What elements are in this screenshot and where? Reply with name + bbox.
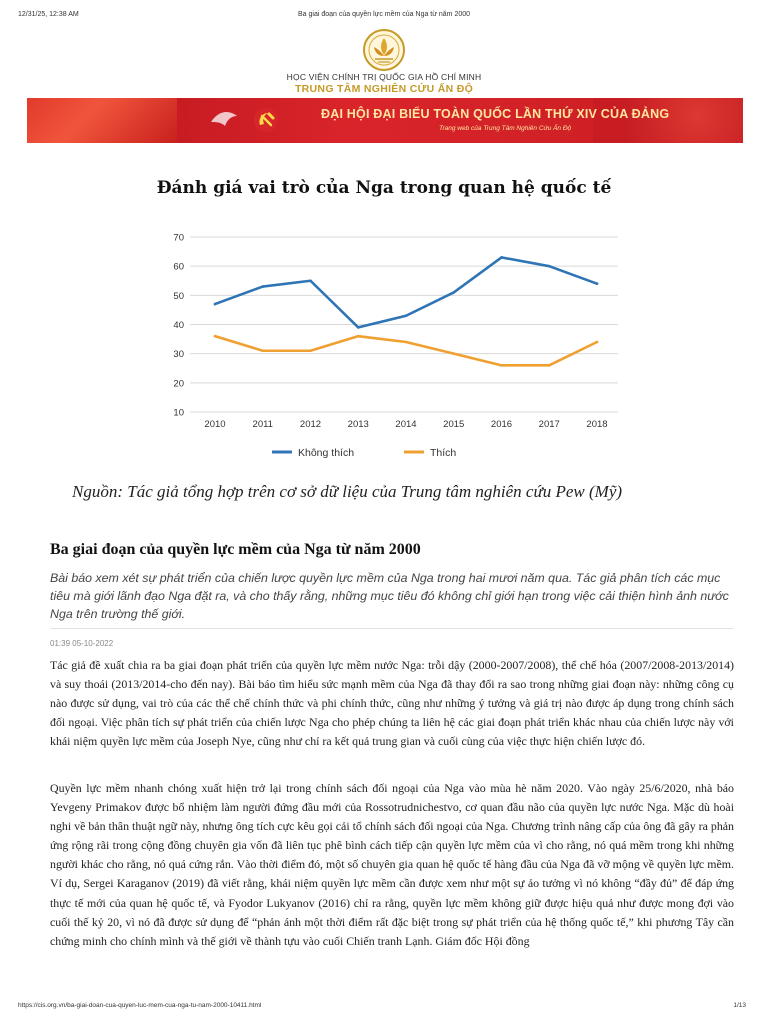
- x-tick-label: 2010: [204, 419, 226, 430]
- x-tick-label: 2016: [490, 419, 513, 430]
- x-tick-label: 2012: [299, 419, 322, 430]
- legend-label: Không thích: [298, 447, 355, 459]
- data-point: [214, 335, 217, 338]
- line-chart: [0, 215, 768, 475]
- data-point: [452, 291, 455, 294]
- y-tick-label: 40: [173, 320, 184, 331]
- data-point: [452, 352, 455, 355]
- banner-subline: Trang web của Trung Tâm Nghiên Cứu Ấn Độ: [439, 125, 572, 132]
- data-point: [309, 349, 312, 352]
- article-timestamp: 01:39 05-10-2022: [50, 639, 114, 648]
- chart-title: Đánh giá vai trò của Nga trong quan hệ quốc tế: [156, 178, 612, 198]
- data-point: [214, 303, 217, 306]
- data-point: [309, 279, 312, 282]
- article-paragraph-1: Tác giả đề xuất chia ra ba giai đoạn phát triển của quyền lực mềm nước Nga: trỗi dậy (2000-2007/2008), thể chế hóa (2007/2008-2013/2014) và suy thoái (2013/2014-cho đến nay). Bài báo tìm hiểu sức mạnh mềm của Nga đã thay đổi ra sao trong những giai đoạn này: những công cụ nào được sử dụng, vai trò của các thể chế chính thức và phi chính thức, cũng như những ý tưởng và giá trị nào được áp dụng trong chính sách đối ngoại. Việc phân tích sự phát triển của chiến lược Nga cho phép chúng ta liên hệ các giai đoạn phát triển khác nhau của chiến lược này với khái niệm quyền lực mềm của Joseph Nye, cũng như chỉ ra kết quả trung gian và cuối cùng của việc thực hiện chiến lược đó.: [50, 658, 734, 749]
- y-tick-label: 60: [173, 261, 184, 273]
- x-tick-label: 2011: [252, 419, 273, 430]
- article-paragraph-2: Quyền lực mềm nhanh chóng xuất hiện trở lại trong chính sách đối ngoại của Nga vào mùa hè năm 2020. Vào ngày 25/6/2020, nhà báo Yevgeny Primakov được bổ nhiệm làm người đứng đầu mới của Rossotrudnichestvo, cơ quan đầu não của quyền lực nước Nga. Mặc dù hoài nghi về bản thân thuật ngữ này, nhưng ông tích cực kêu gọi cải tổ chính sách đối ngoại của Nga. Chương trình nâng cấp của ông đã gây ra phản ứng rộng rãi trong cộng đồng chuyên gia vốn đã liên tục phê bình cách tiếp cận quyền lực mềm của vì cho rằng, nó quá mềm trong khi những người khác cho rằng, nó quá cứng rắn. Vào thời điểm đó, một số chuyên gia quan hệ quốc tế hàng đầu của Nga đã vỡ mộng về quyền lực mềm. Ví dụ, Sergei Karaganov (2019) đã viết rằng, khái niệm quyền lực mềm cần được xem như một sự ảo tưởng vì nó không “đầy đủ” để đáp ứng thực tế mới của quan hệ quốc tế, và Fyodor Lukyanov (2016) chỉ ra rằng, quyền lực mềm không giữ được hiệu quả như được mong đợi vào cuối thế kỷ 20, vì nó đã được sử dụng để “phản ánh một thời điểm rất đặc biệt trong sự phát triển của hệ thống quốc tế,” khi phương Tây cần chứng minh cho chính mình và thế giới về thành tựu vào cuối Chiến tranh Lạnh. Giám đốc Hội đồng: [50, 781, 734, 948]
- print-datetime: 12/31/25, 12:38 AM: [18, 11, 79, 18]
- print-doc-title: Ba giai đoạn của quyền lực mềm của Nga từ năm 2000: [297, 11, 471, 18]
- x-tick-label: 2017: [538, 419, 560, 430]
- y-tick-label: 70: [173, 232, 184, 244]
- data-point: [596, 341, 599, 344]
- article-lead: Bài báo xem xét sự phát triển của chiến lược quyền lực mềm của Nga trong hai mươi năm qua. Tác giả phân tích các mục tiêu mà giới lãnh đạo Nga đặt ra, và cho thấy rằng, những mục tiêu đó không chỉ giới hạn trong việc cải thiện hình ảnh nước Nga trên trường thế giới.: [50, 571, 729, 621]
- article-title: Ba giai đoạn của quyền lực mềm của Nga từ năm 2000: [50, 541, 421, 558]
- data-point: [500, 364, 503, 367]
- legend-label: Thích: [430, 447, 457, 459]
- y-tick-label: 30: [173, 349, 184, 361]
- print-page-number: 1/13: [733, 1002, 746, 1009]
- series-line-2: [215, 336, 597, 365]
- data-point: [357, 326, 360, 329]
- y-tick-label: 50: [173, 290, 184, 302]
- lotus-emblem-icon: [362, 28, 406, 72]
- data-point: [548, 364, 551, 367]
- dove-icon: [207, 100, 247, 140]
- institution-name: HỌC VIỆN CHÍNH TRỊ QUỐC GIA HỒ CHÍ MINH: [286, 72, 482, 82]
- divider: [50, 628, 734, 629]
- print-url[interactable]: https://cis.org.vn/ba-giai-doan-cua-quyen-luc-mem-cua-nga-tu-nam-2000-10411.html: [18, 1002, 262, 1009]
- data-point: [261, 349, 264, 352]
- print-footer: [0, 1002, 768, 1014]
- data-point: [357, 335, 360, 338]
- hammer-sickle-icon: [253, 107, 279, 133]
- print-header: [0, 11, 768, 23]
- x-tick-label: 2014: [395, 419, 417, 430]
- data-point: [596, 282, 599, 285]
- x-tick-label: 2015: [443, 419, 465, 430]
- data-point: [500, 256, 503, 259]
- data-point: [405, 341, 408, 344]
- data-point: [405, 314, 408, 317]
- chart-source-note: Nguồn: Tác giả tổng hợp trên cơ sở dữ liệu của Trung tâm nghiên cứu Pew (Mỹ): [72, 482, 623, 501]
- x-tick-label: 2013: [347, 419, 369, 430]
- congress-banner[interactable]: [27, 98, 743, 143]
- banner-headline: ĐẠI HỘI ĐẠI BIỂU TOÀN QUỐC LẦN THỨ XIV CỦA ĐẢNG: [321, 107, 670, 121]
- flag-panel: [27, 98, 177, 143]
- data-point: [548, 265, 551, 268]
- y-tick-label: 20: [173, 378, 184, 390]
- x-tick-label: 2018: [586, 419, 608, 430]
- center-name: TRUNG TÂM NGHIÊN CỨU ẤN ĐỘ: [294, 83, 474, 95]
- data-point: [261, 285, 264, 288]
- y-tick-label: 10: [173, 407, 184, 419]
